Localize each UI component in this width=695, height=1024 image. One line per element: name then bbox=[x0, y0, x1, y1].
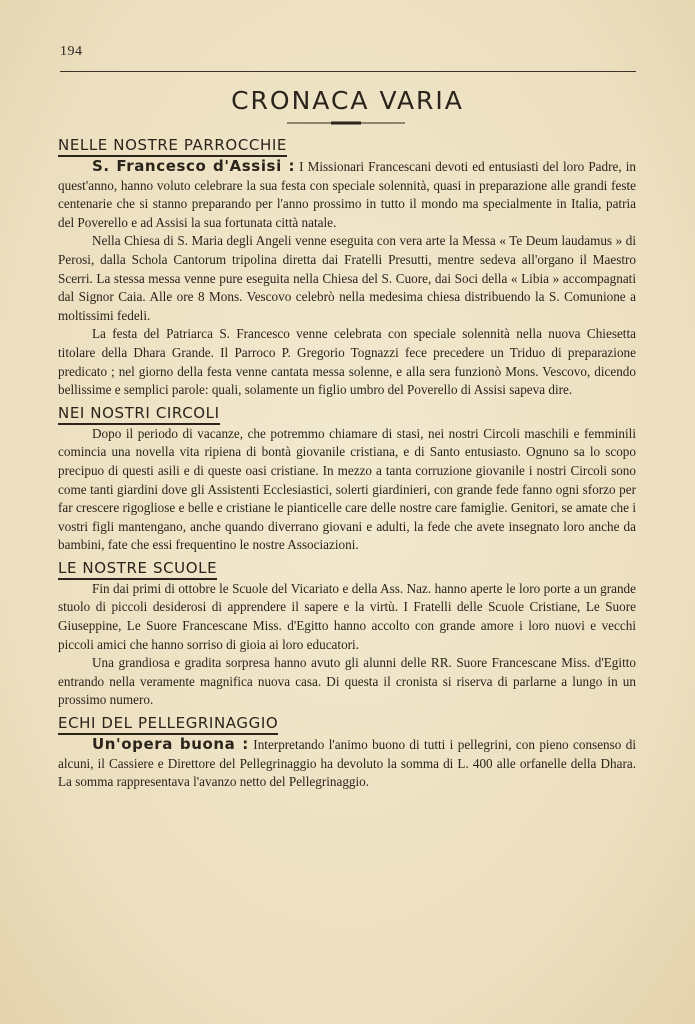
article-body bbox=[58, 132, 636, 792]
title-ornament bbox=[287, 121, 405, 125]
section-heading-parrocchie: NELLE NOSTRE PARROCCHIE bbox=[58, 136, 287, 157]
paragraph: Fin dai primi di ottobre le Scuole del Vicariato e della Ass. Naz. hanno aperte le loro porte a un grande stuolo di piccoli desiderosi di apprendere il sapere e la virtù. I Fratelli delle Scuole Cristiane, Le Suore Giuseppine, Le Suore Francescane Miss. d'Egitto hanno accolto con grande amore i loro nuovi e vecchi piccoli amici che hanno sorriso di gioia ai loro educatori. bbox=[58, 580, 636, 652]
paragraph bbox=[58, 157, 636, 232]
paragraph: Una grandiosa e gradita sorpresa hanno avuto gli alunni delle RR. Suore Francescane Miss. d'Egitto entrando nella veramente magnifica nuova casa. Di questa il cronista si riserva di parlarne a lungo in un prossimo numero. bbox=[58, 655, 636, 708]
page-number: 194 bbox=[60, 44, 83, 59]
paragraph: La festa del Patriarca S. Francesco venne celebrata con speciale solennità nella nuova Chiesetta titolare della Dhara Grande. Il Parroco P. Gregorio Tognazzi fece precedere un Triduo di preparazione predicato ; nel giorno della festa venne cantata messa solenne, e alla sera funzionò Mons. Vescovo, dicendo bellissime e semplici parole: quali, solamente un figlio umbro del Poverello di Assisi sapeva dire. bbox=[58, 326, 636, 398]
paragraph: Nella Chiesa di S. Maria degli Angeli venne eseguita con vera arte la Messa « Te Deum laudamus » di Perosi, dalla Schola Cantorum tripolina diretta dai Fratelli Presutti, mentre sedeva all'organo il Maestro Scerri. La stessa messa venne pure eseguita nella Chiesa del S. Cuore, dai Soci della « Libia » accompagnati dal Signor Caia. Alle ore 8 Mons. Vescovo celebrò nella medesima chiesa distribuendo la S. Comunione a moltissimi fedeli. bbox=[58, 233, 636, 323]
paragraph: Dopo il periodo di vacanze, che potremmo chiamare di stasi, nei nostri Circoli maschili e femminili comincia una novella vita ripiena di bontà giovanile cristiana, e di Santo entusiasto. Ognuno sa lo scopo precipuo di questi asili e di queste oasi cristiane. In mezzo a tanta corruzione giovanile i nostri Circoli sono come tanti giardini dove gli Assistenti Ecclesiastici, solerti giardinieri, con grande fede fanno ogni sforzo per far crescere rigogliose e belle e cristiane le pianticelle care delle nostre care famiglie. Genitori, se amate che i vostri figli mantengano, anche quando diverrano giovani e adulti, la fede che avete insegnato loro anche da bambini, fate che essi frequentino le nostre Associazioni. bbox=[58, 425, 636, 553]
lead-title-opera-buona: Un'opera buona : bbox=[92, 735, 249, 754]
paragraph-text: Interpretando l'animo buono di tutti i pellegrini, con pieno consenso di alcuni, il Cassiere e Direttore del Pellegrinaggio ha devoluto la somma di L. 400 alle orfanelle della Dhara. La somma rappresentava l'avanzo netto del Pellegrinaggio. bbox=[58, 737, 636, 790]
section-heading-circoli: NEI NOSTRI CIRCOLI bbox=[58, 404, 220, 425]
lead-title-san-francesco: S. Francesco d'Assisi : bbox=[92, 157, 296, 175]
section-heading-scuole: LE NOSTRE SCUOLE bbox=[58, 559, 217, 580]
page-title: CRONACA VARIA bbox=[231, 86, 464, 115]
paragraph bbox=[58, 735, 636, 792]
paragraph-text: I Missionari Francescani devoti ed entusiasti del loro Padre, in quest'anno, hanno voluto celebrare la sua festa con speciale solennità, quasi in preparazione alle grandi feste centenarie che si stanno preparando per l'anno prossimo in tutto il mondo ma specialmente in Italia, patria del Poverello e ad Assisi la sua fortunata città natale. bbox=[58, 159, 636, 230]
section-heading-pellegrinaggio: ECHI DEL PELLEGRINAGGIO bbox=[58, 714, 278, 735]
header-rule bbox=[60, 71, 636, 72]
